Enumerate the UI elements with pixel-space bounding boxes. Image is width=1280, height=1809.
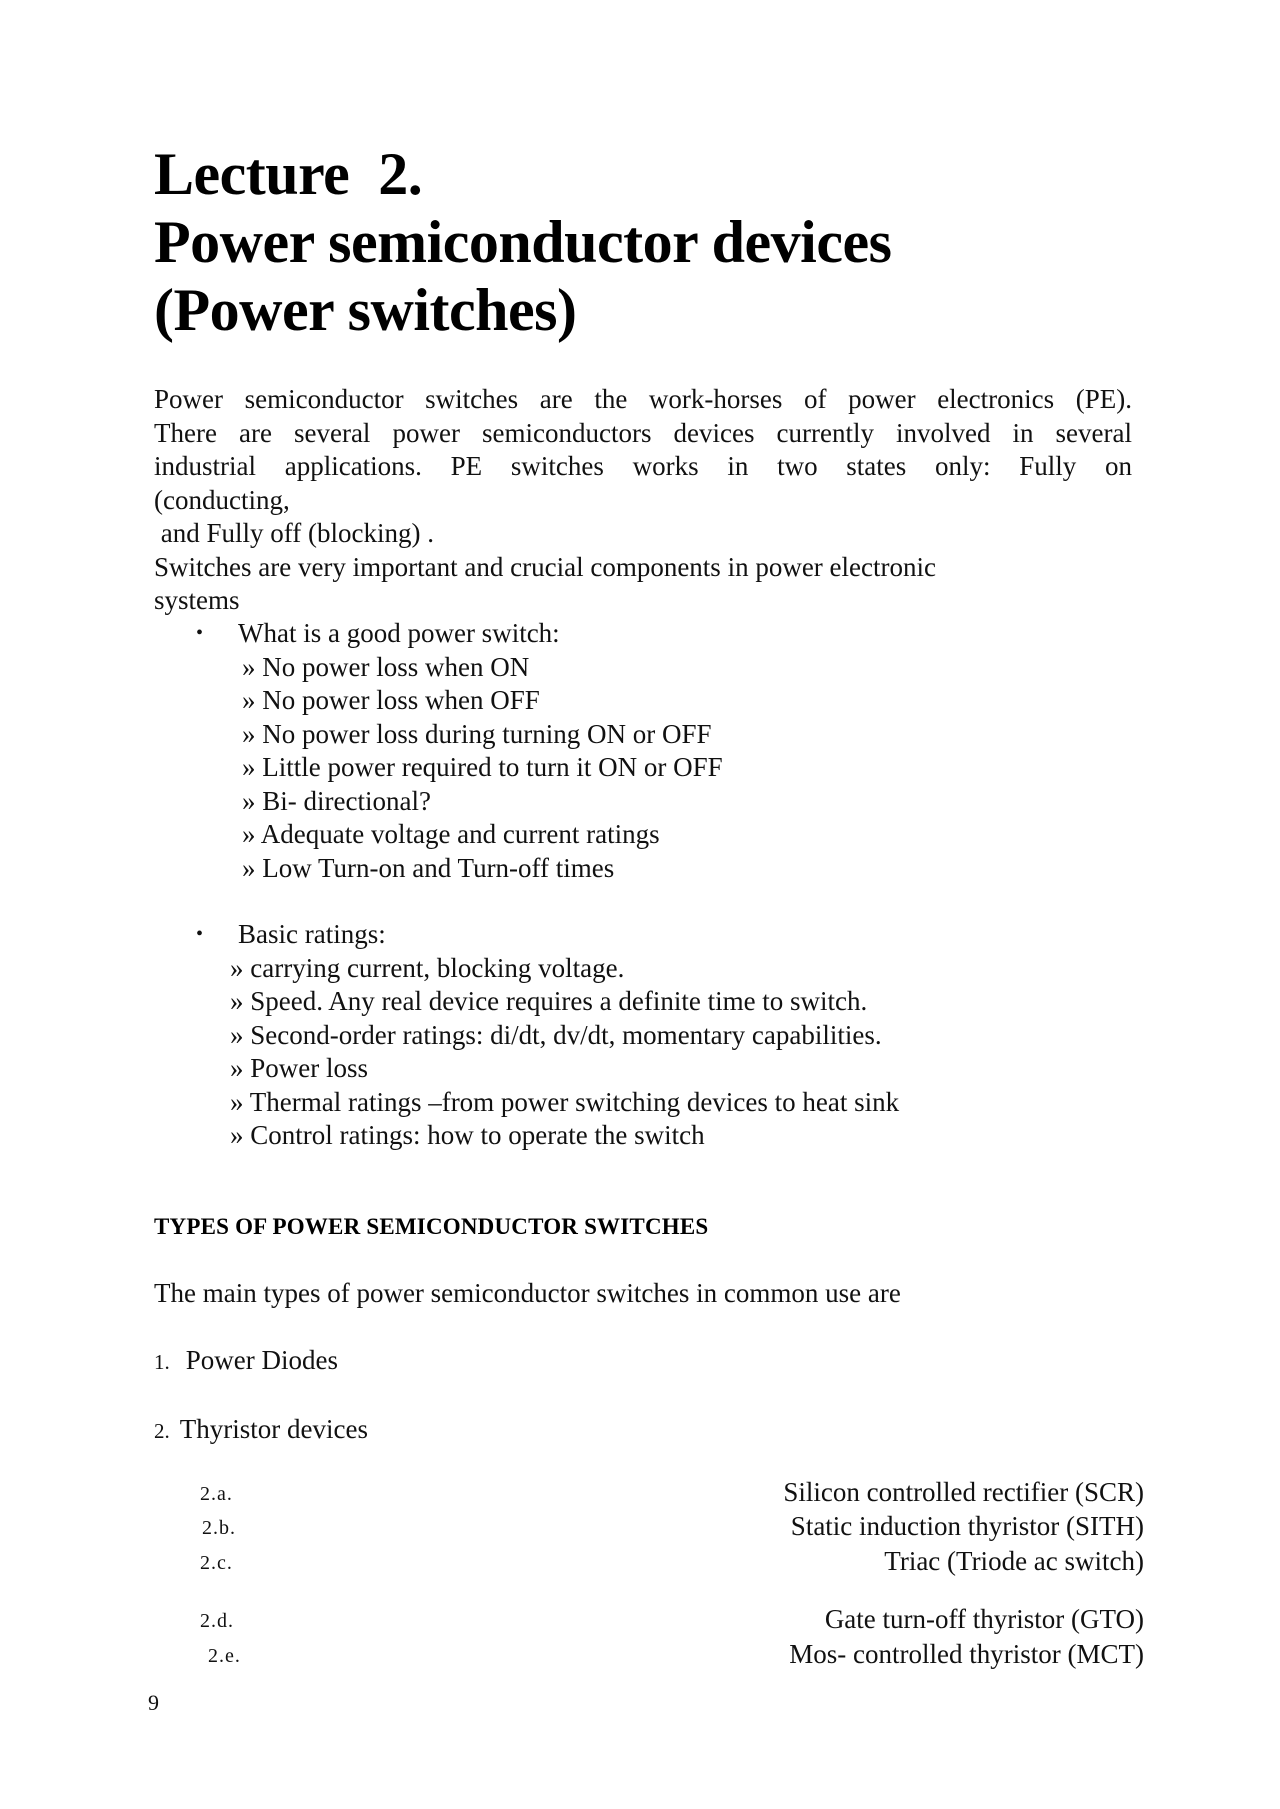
list-item: » Low Turn-on and Turn-off times <box>242 852 615 883</box>
list-item <box>154 1511 1144 1545</box>
list-item <box>154 1604 1144 1638</box>
good-switch-list <box>154 617 1132 885</box>
intro-line: Switches are very important and crucial components in power electronic <box>154 551 936 582</box>
list-heading <box>154 617 1132 651</box>
list-item: » carrying current, blocking voltage. <box>230 952 625 983</box>
item-name: Static induction thyristor (SITH) <box>790 1511 1144 1541</box>
title-line: Lecture 2. <box>154 141 423 207</box>
bullet-icon: • <box>196 622 204 644</box>
list-item: » No power loss during turning ON or OFF <box>242 718 712 749</box>
item-name: Triac (Triode ac switch) <box>884 1546 1144 1576</box>
types-heading: TYPES OF POWER SEMICONDUCTOR SWITCHES <box>154 1214 709 1239</box>
list-item <box>154 1639 1144 1673</box>
item-name: Silicon controlled rectifier (SCR) <box>783 1477 1144 1507</box>
item-code: 2.a. <box>200 1483 233 1505</box>
title-line: Power semiconductor devices <box>154 209 892 275</box>
title-line: (Power switches) <box>154 277 577 343</box>
intro-line: and Fully off (blocking) . <box>154 518 434 548</box>
intro-line: industrial applications. PE switches works in two states only: Fully on <box>154 451 1132 481</box>
numbered-item-thyristor-devices <box>154 1414 368 1445</box>
item-label: Power Diodes <box>185 1345 338 1375</box>
list-item: » Control ratings: how to operate the switch <box>230 1120 705 1150</box>
page-number: 9 <box>148 1690 159 1715</box>
list-item: » Thermal ratings –from power switching devices to heat sink <box>230 1086 900 1117</box>
item-name: Mos- controlled thyristor (MCT) <box>789 1639 1144 1669</box>
intro-line: systems <box>154 585 240 615</box>
list-item: » Adequate voltage and current ratings <box>242 819 660 849</box>
item-number: 2. <box>154 1419 170 1443</box>
list-item: » No power loss when ON <box>242 651 530 682</box>
list-item <box>154 1477 1144 1511</box>
list-item: » Second-order ratings: di/dt, dv/dt, momentary capabilities. <box>230 1019 882 1050</box>
intro-line: There are several power semiconductors devices currently involved in several <box>154 417 1132 448</box>
item-code: 2.d. <box>200 1610 234 1632</box>
numbered-item-power-diodes <box>154 1345 338 1376</box>
list-item: » Bi- directional? <box>242 785 431 816</box>
item-code: 2.e. <box>208 1645 241 1667</box>
intro-line: (conducting, <box>154 484 290 515</box>
item-code: 2.c. <box>200 1552 233 1574</box>
types-intro: The main types of power semiconductor switches in common use are <box>154 1278 901 1308</box>
intro-line: Power semiconductor switches are the work-horses of power electronics (PE). <box>154 384 1132 414</box>
basic-ratings-heading: Basic ratings: <box>238 919 386 949</box>
item-code: 2.b. <box>202 1517 236 1539</box>
lecture-title <box>154 140 1154 344</box>
list-item: » No power loss when OFF <box>242 685 540 715</box>
item-name: Gate turn-off thyristor (GTO) <box>824 1604 1144 1634</box>
list-item: » Little power required to turn it ON or OFF <box>242 752 723 782</box>
list-item <box>154 1546 1144 1580</box>
list-item: » Power loss <box>230 1053 369 1083</box>
good-switch-heading: What is a good power switch: <box>238 618 560 648</box>
list-item: » Speed. Any real device requires a definite time to switch. <box>230 986 868 1016</box>
item-number: 1. <box>154 1350 170 1374</box>
list-heading <box>154 918 1132 952</box>
intro-paragraph <box>154 383 1132 618</box>
basic-ratings-list <box>154 918 1132 1153</box>
bullet-icon: • <box>196 923 204 945</box>
item-label: Thyristor devices <box>179 1414 368 1444</box>
